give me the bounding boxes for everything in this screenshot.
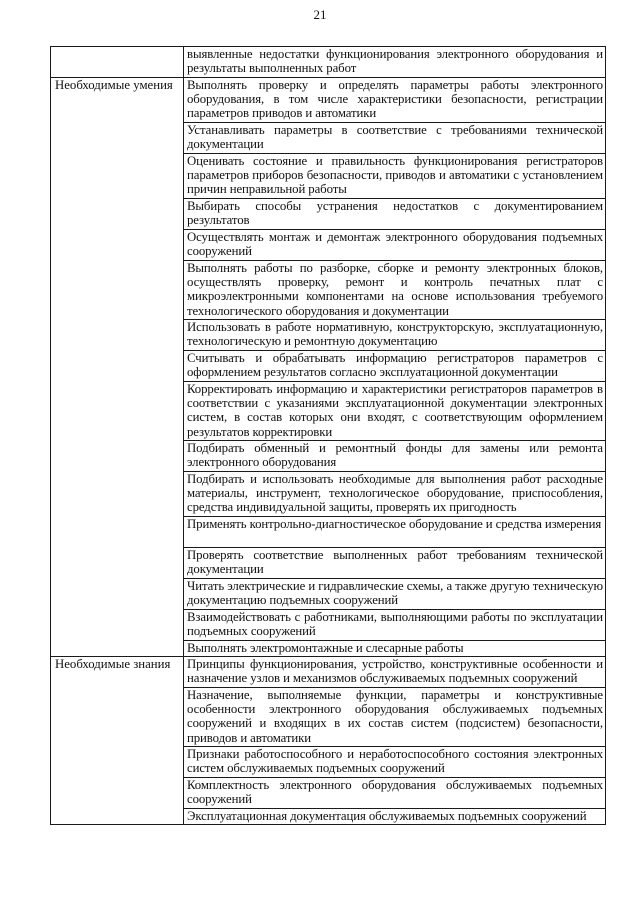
table-cell: Читать электрические и гидравлические схемы, а также другую техническую документацию подъемных сооружений — [184, 579, 606, 610]
requirements-table — [50, 46, 606, 825]
table-row — [51, 78, 606, 123]
table-cell: Выбирать способы устранения недостатков с документированием результатов — [184, 199, 606, 230]
table-cell: Назначение, выполняемые функции, параметры и конструктивные особенности электронного оборудования обслуживаемых подъемных сооружений и входящих в их состав систем (подсистем) безопасности, приводов и автоматики — [184, 688, 606, 747]
label-cell — [51, 47, 184, 78]
table-cell: Признаки работоспособного и неработоспособного состояния электронных систем обслуживаемых подъемных сооружений — [184, 747, 606, 778]
table-cell: Эксплуатационная документация обслуживаемых подъемных сооружений — [184, 809, 606, 825]
table-cell: Выполнять электромонтажные и слесарные работы — [184, 641, 606, 657]
table-cell: Считывать и обрабатывать информацию регистраторов параметров с оформлением результатов согласно эксплуатационной документации — [184, 351, 606, 382]
table-cell: выявленные недостатки функционирования электронного оборудования и результаты выполненных работ — [184, 47, 606, 78]
section-label-knowledge — [51, 657, 184, 825]
section-label-skills — [51, 78, 184, 657]
table-cell: Взаимодействовать с работниками, выполняющими работы по эксплуатации подъемных сооружений — [184, 610, 606, 641]
table-cell: Подбирать и использовать необходимые для выполнения работ расходные материалы, инструмент, технологическое оборудование, приспособления, средства индивидуальной защиты, проверять их пригодность — [184, 472, 606, 517]
table-cell: Принципы функционирования, устройство, конструктивные особенности и назначение узлов и механизмов обслуживаемых подъемных сооружений — [184, 657, 606, 688]
table-cell: Оценивать состояние и правильность функционирования регистраторов параметров приборов безопасности, приводов и автоматики с установлением причин неправильной работы — [184, 154, 606, 199]
page-number: 21 — [313, 7, 327, 22]
table-cell: Комплектность электронного оборудования обслуживаемых подъемных сооружений — [184, 778, 606, 809]
table-cell: Выполнять работы по разборке, сборке и ремонту электронных блоков, осуществлять проверку, ремонт и контроль печатных плат с микроэлектронными компонентами на основе использования требуемого технологического оборудования и документации — [184, 261, 606, 320]
table-cell: Проверять соответствие выполненных работ требованиям технической документации — [184, 548, 606, 579]
table-cell: Устанавливать параметры в соответствие с требованиями технической документации — [184, 123, 606, 154]
section-label-text: Необходимые знания — [55, 657, 171, 671]
table-cell: Осуществлять монтаж и демонтаж электронного оборудования подъемных сооружений — [184, 230, 606, 261]
table-cell: Корректировать информацию и характеристики регистраторов параметров в соответствии с указаниями эксплуатационной документации электронных систем, в состав которых они входят, с соответствующим оформлением результатов корректировки — [184, 382, 606, 441]
table-cell: Выполнять проверку и определять параметры работы электронного оборудования, в том числе характеристики безопасности, регистрации параметров приводов и автоматики — [184, 78, 606, 123]
table-row — [51, 47, 606, 78]
table-row — [51, 657, 606, 688]
section-label-text: Необходимые умения — [55, 78, 173, 92]
table-cell: Использовать в работе нормативную, конструкторскую, эксплуатационную, технологическую и ремонтную документацию — [184, 320, 606, 351]
table-cell: Применять контрольно-диагностическое оборудование и средства измерения — [184, 517, 606, 548]
table-cell: Подбирать обменный и ремонтный фонды для замены или ремонта электронного оборудования — [184, 441, 606, 472]
